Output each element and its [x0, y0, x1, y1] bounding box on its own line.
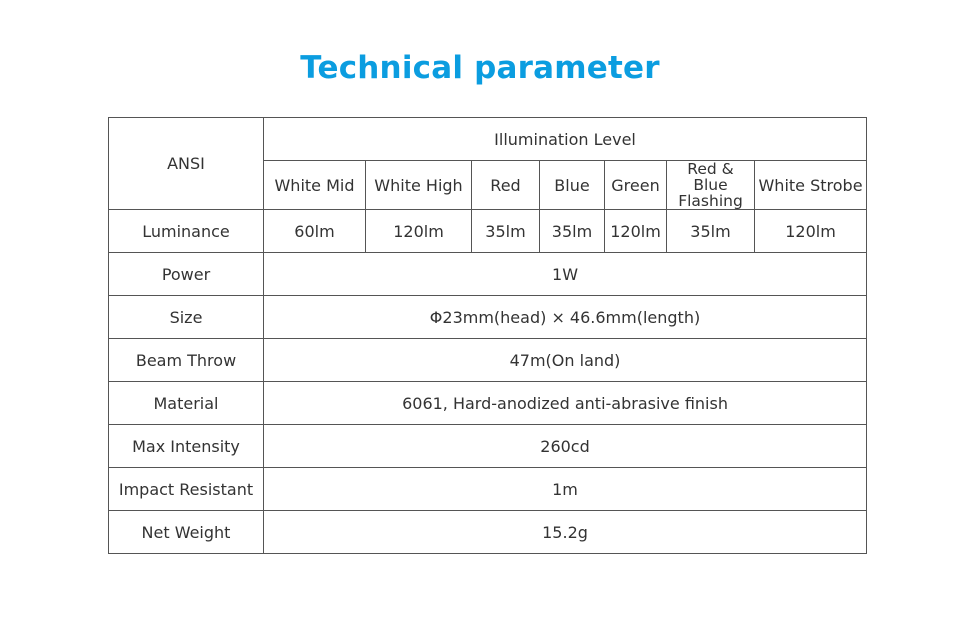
row-value: Φ23mm(head) × 46.6mm(length) [264, 296, 867, 339]
table-row [109, 382, 867, 425]
luminance-value: 120lm [366, 210, 472, 253]
page-title: Technical parameter [300, 50, 660, 86]
luminance-value: 120lm [605, 210, 667, 253]
row-label: Power [109, 253, 264, 296]
mode-header: Blue [540, 161, 605, 210]
table-row [109, 468, 867, 511]
row-label: Impact Resistant [109, 468, 264, 511]
mode-header: Red [472, 161, 540, 210]
table-row [109, 296, 867, 339]
mode-header: White High [366, 161, 472, 210]
row-value: 1m [264, 468, 867, 511]
luminance-row [109, 210, 867, 253]
header-row [109, 118, 867, 161]
table-row [109, 339, 867, 382]
row-label: Material [109, 382, 264, 425]
spec-table [108, 117, 867, 554]
mode-header: White Strobe [755, 161, 867, 210]
row-label: Max Intensity [109, 425, 264, 468]
row-value: 47m(On land) [264, 339, 867, 382]
table-row [109, 511, 867, 554]
row-label: Beam Throw [109, 339, 264, 382]
mode-header: White Mid [264, 161, 366, 210]
row-label: Size [109, 296, 264, 339]
group-header: Illumination Level [264, 118, 867, 161]
row-value: 6061, Hard-anodized anti-abrasive finish [264, 382, 867, 425]
mode-header: Green [605, 161, 667, 210]
luminance-value: 35lm [667, 210, 755, 253]
row-value: 260cd [264, 425, 867, 468]
row-value: 1W [264, 253, 867, 296]
table-row [109, 425, 867, 468]
row-value: 15.2g [264, 511, 867, 554]
luminance-value: 35lm [472, 210, 540, 253]
row-label: Net Weight [109, 511, 264, 554]
mode-header: Red & Blue Flashing [667, 161, 755, 210]
luminance-value: 120lm [755, 210, 867, 253]
luminance-value: 60lm [264, 210, 366, 253]
corner-label: ANSI [109, 118, 264, 210]
luminance-value: 35lm [540, 210, 605, 253]
table-row [109, 253, 867, 296]
row-label: Luminance [109, 210, 264, 253]
